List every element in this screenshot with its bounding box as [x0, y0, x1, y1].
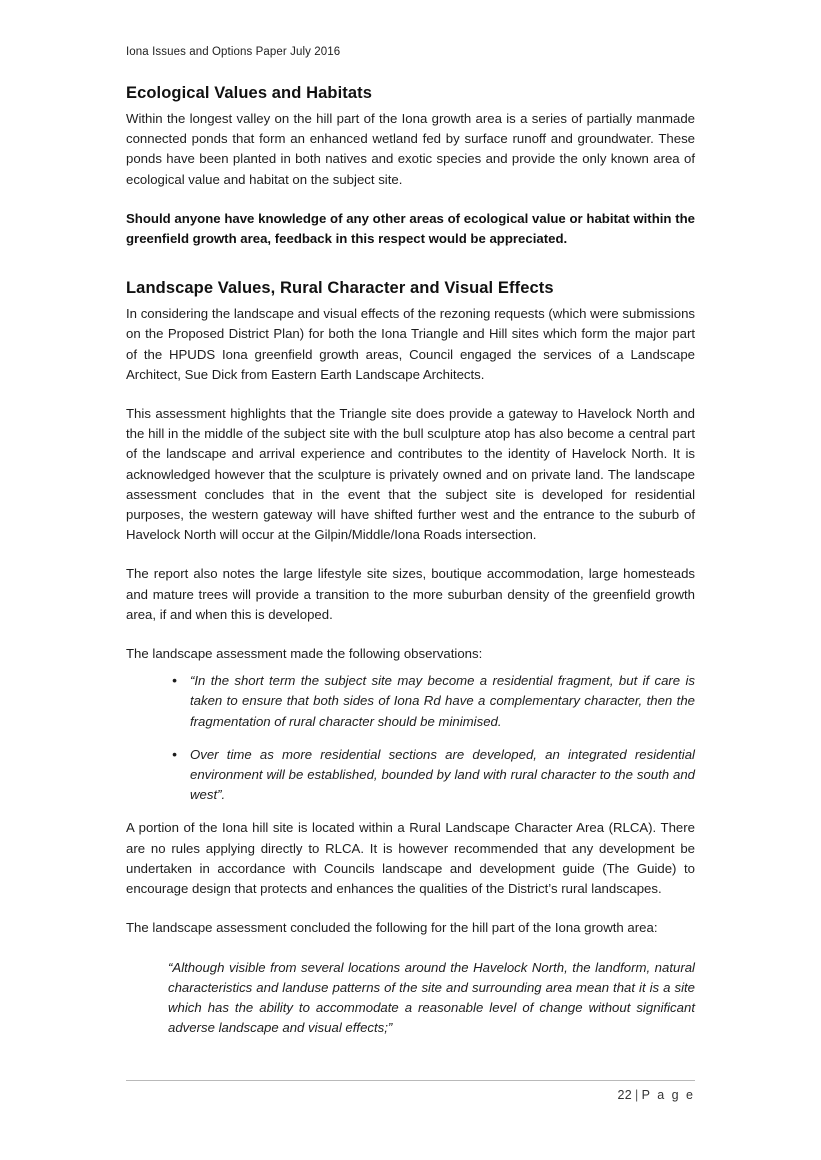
- bullet-icon: •: [172, 672, 177, 689]
- list-item: [126, 671, 695, 732]
- footer-divider: [126, 1080, 695, 1081]
- paragraph-landscape-2: This assessment highlights that the Triangle site does provide a gateway to Havelock North and the hill in the middle of the subject site with the bull sculpture atop has also become a central part of the landscape and arrival experience and contributes to the identity of Havelock North. It is acknowledged however that the sculpture is privately owned and on private land. The landscape assessment concludes that in the event that the subject site is developed for residential purposes, the western gateway will have shifted further west and the entrance to the suburb of Havelock North will occur at the Gilpin/Middle/Iona Roads intersection.: [126, 406, 695, 543]
- footer-separator: |: [635, 1088, 639, 1102]
- list-item: [126, 745, 695, 806]
- page-number: 22: [617, 1088, 633, 1102]
- bullet-icon: •: [172, 745, 177, 762]
- section-heading-ecological: Ecological Values and Habitats: [126, 84, 372, 102]
- paragraph-ecological-feedback-note: Should anyone have knowledge of any other areas of ecological value or habitat within the greenfield growth area, feedback in this respect would be appreciated.: [126, 210, 695, 247]
- paragraph-landscape-conclusion-intro: The landscape assessment concluded the following for the hill part of the Iona growth area:: [126, 920, 658, 936]
- footer-page-indicator: [126, 1088, 695, 1102]
- paragraph-landscape-observations-intro: The landscape assessment made the following observations:: [126, 646, 483, 662]
- paragraph-landscape-rlca: A portion of the Iona hill site is located within a Rural Landscape Character Area (RLCA). There are no rules applying directly to RLCA. It is however recommended that any development be undertaken in accordance with Councils landscape and development guide (The Guide) to encourage design that protects and enhances the qualities of the District’s rural landscapes.: [126, 820, 695, 897]
- quote-landscape-conclusion: “Although visible from several locations around the Havelock North, the landform, natural characteristics and landuse patterns of the site and surrounding area mean that it is a site which has the ability to accommodate a reasonable level of change without significant adverse landscape and visual effects;”: [168, 959, 695, 1036]
- footer-page-word: P a g e: [641, 1088, 695, 1102]
- paragraph-landscape-1: In considering the landscape and visual effects of the rezoning requests (which were submissions on the Proposed District Plan) for both the Iona Triangle and Hill sites which form the major part of the HPUDS Iona greenfield growth areas, Council engaged the services of a Landscape Architect, Sue Dick from Eastern Earth Landscape Architects.: [126, 306, 695, 382]
- list-item-text: “In the short term the subject site may become a residential fragment, but if care is taken to ensure that both sides of Iona Rd have a complementary character, then the fragmentation of rural character should be minimised.: [190, 673, 695, 729]
- observations-list: [126, 671, 695, 805]
- list-item-text: Over time as more residential sections are developed, an integrated residential environment will be established, bounded by land with rural character to the south and west”.: [190, 746, 695, 803]
- paragraph-ecological-intro: Within the longest valley on the hill part of the Iona growth area is a series of partially manmade connected ponds that form an enhanced wetland fed by surface runoff and groundwater. These ponds have been planted in both natives and exotic species and provide the only known area of ecological value and habitat on the subject site.: [126, 111, 695, 187]
- paragraph-landscape-3: The report also notes the large lifestyle site sizes, boutique accommodation, large homesteads and mature trees will provide a transition to the more suburban density of the greenfield growth area, if and when this is developed.: [126, 566, 695, 622]
- page-footer: [126, 1080, 695, 1102]
- page-header: Iona Issues and Options Paper July 2016: [126, 46, 341, 58]
- section-heading-landscape: Landscape Values, Rural Character and Visual Effects: [126, 279, 554, 298]
